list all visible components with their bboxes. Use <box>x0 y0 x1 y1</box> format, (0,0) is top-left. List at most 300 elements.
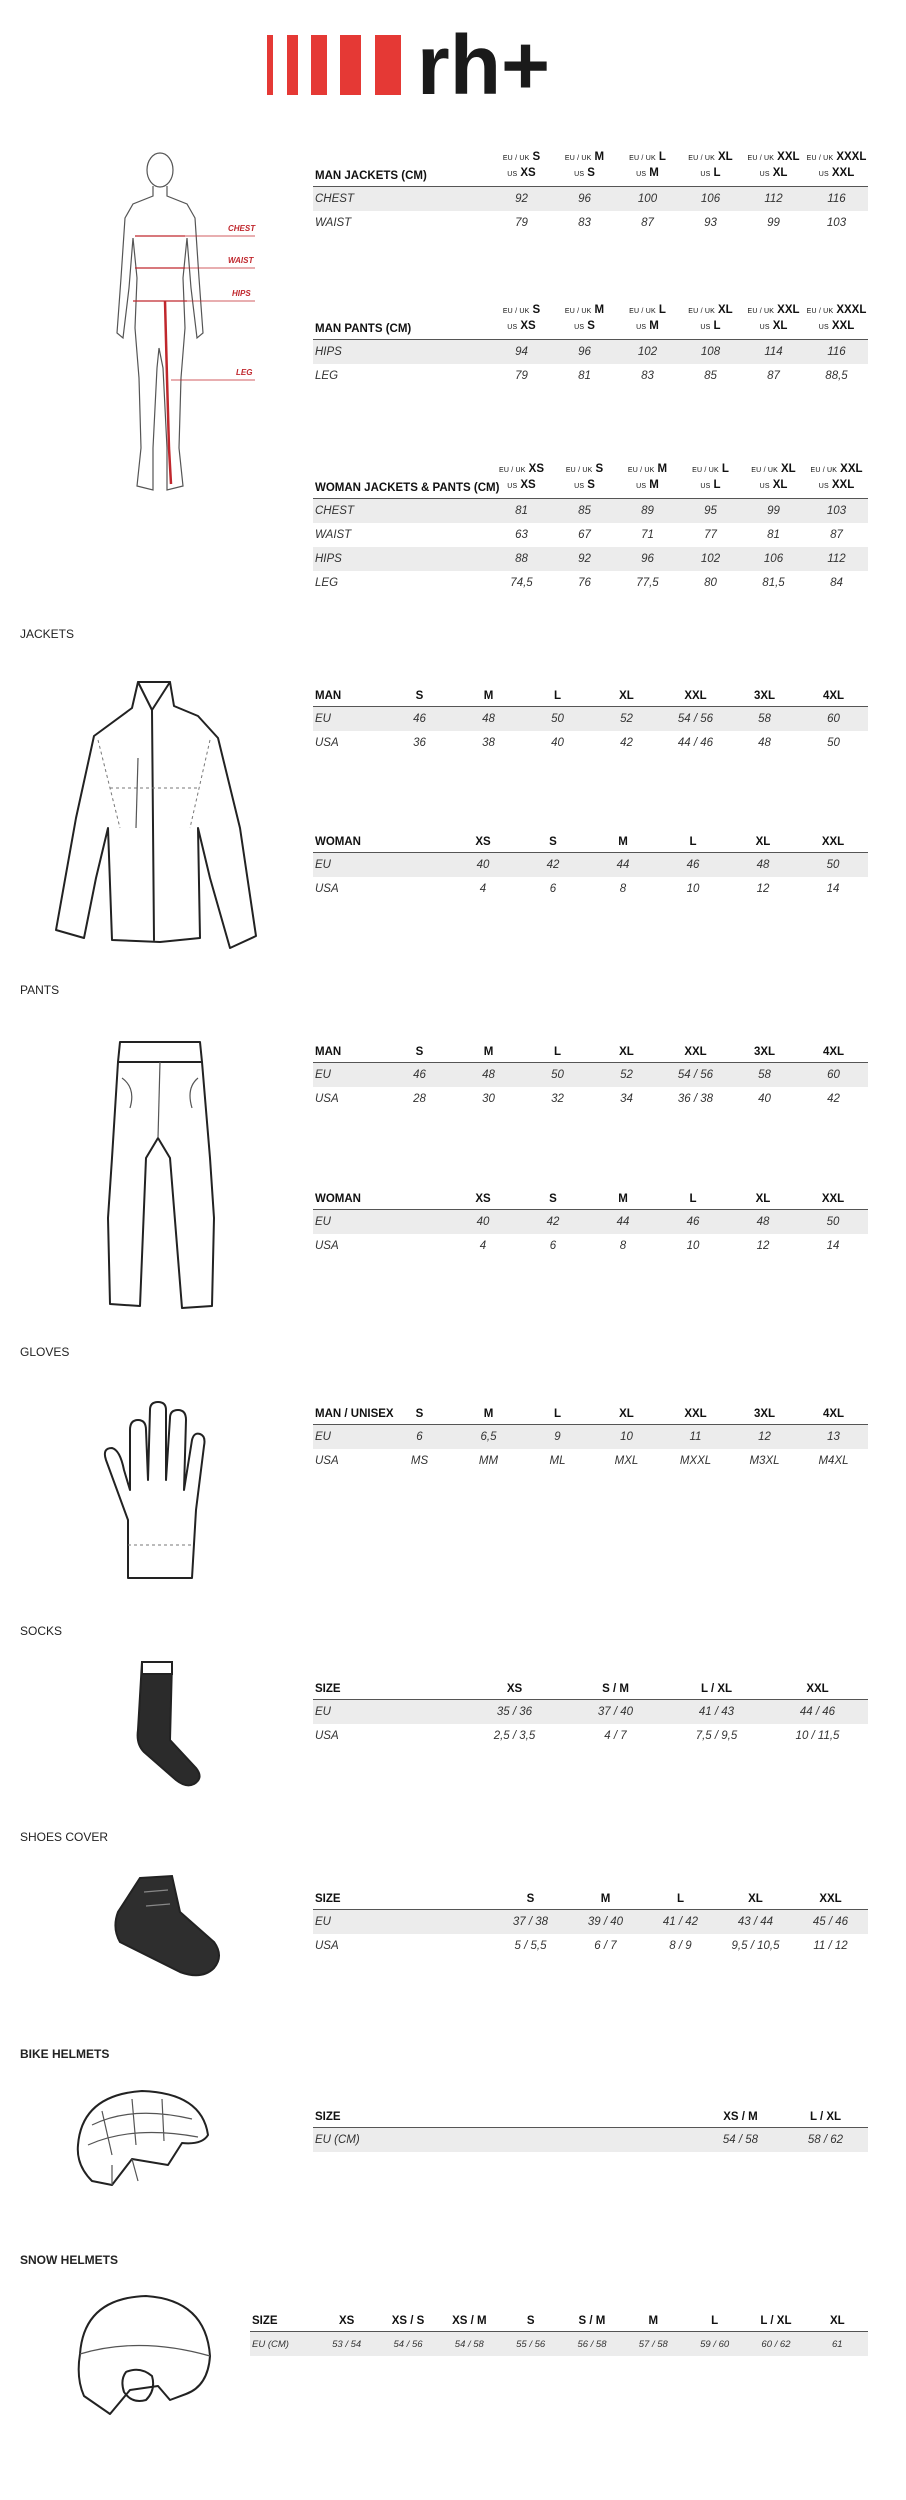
table-cell: 79 <box>515 217 528 229</box>
table-cell: 5 / 5,5 <box>514 1940 547 1952</box>
table-row <box>313 499 868 524</box>
shoes-cover-section-title: SHOES COVER <box>20 1830 109 1844</box>
size-header: EU / UK S US S <box>565 463 604 491</box>
table-cell: 4 <box>479 883 487 895</box>
table-cell: 83 <box>641 370 654 382</box>
table-cell: LEG <box>315 577 339 589</box>
table-cell: WAIST <box>315 217 352 229</box>
table-cell: 99 <box>742 499 805 524</box>
table-cell: XS <box>506 1683 523 1695</box>
table-cell: XL <box>619 690 634 702</box>
table-cell: 85 <box>553 499 616 524</box>
table-cell: 81 <box>490 499 553 524</box>
table-cell: 50 <box>798 1210 868 1235</box>
table-cell: 48 <box>454 1063 523 1088</box>
table-cell: 4 <box>479 1240 487 1252</box>
table-cell: 7,5 / 9,5 <box>695 1730 738 1742</box>
table-cell: 11 / 12 <box>813 1940 848 1952</box>
table-cell: EU (CM) <box>313 2128 698 2153</box>
table-cell: HIPS <box>313 340 490 365</box>
table-cell: EU <box>313 853 448 878</box>
table-cell: XS / S <box>391 2315 425 2327</box>
table-cell: EU <box>313 707 385 732</box>
table-cell: XL <box>755 1193 771 1205</box>
jacket-icon <box>50 678 260 953</box>
table-header-row <box>313 672 868 707</box>
table-cell: CHEST <box>313 499 490 524</box>
table-cell: 106 <box>679 187 742 212</box>
table-cell: 85 <box>704 370 717 382</box>
table-cell: EU <box>313 1210 448 1235</box>
table-cell: L / XL <box>700 1683 733 1695</box>
table-cell: 42 <box>827 1093 840 1105</box>
table-row <box>313 707 868 732</box>
table-header-row <box>313 2093 868 2128</box>
table-cell: S <box>526 1893 535 1905</box>
table-cell: 14 <box>826 1240 840 1252</box>
table-cell: 52 <box>592 1063 661 1088</box>
logo-text: rh+ <box>417 30 551 100</box>
table-cell: 50 <box>523 707 592 732</box>
table-cell: XL <box>829 2315 845 2327</box>
table-cell: 40 <box>758 1093 771 1105</box>
socks-table <box>313 1665 868 1748</box>
table-cell: 44 / 46 <box>677 737 714 749</box>
table-cell: M <box>483 1408 494 1420</box>
table-cell: 58 / 62 <box>783 2128 868 2153</box>
table-cell: 4XL <box>822 1046 845 1058</box>
table-cell: M <box>648 2315 659 2327</box>
table-cell: 81,5 <box>762 577 785 589</box>
table-cell: 58 <box>730 707 799 732</box>
table-cell: 112 <box>805 547 868 571</box>
gloves-table <box>313 1390 868 1473</box>
table-cell: MXL <box>614 1455 639 1467</box>
table-cell: 40 <box>448 853 518 878</box>
table-cell: M <box>483 1046 494 1058</box>
table-cell: M <box>618 836 628 848</box>
chest-label: CHEST <box>228 224 256 233</box>
table-header-row <box>313 1390 868 1425</box>
table-cell: 58 <box>730 1063 799 1088</box>
pants-section-title: PANTS <box>20 983 60 997</box>
table-row <box>313 1087 868 1111</box>
table-cell: M4XL <box>818 1455 849 1467</box>
table-cell: S <box>415 1046 424 1058</box>
table-cell: MAN <box>315 690 342 702</box>
table-cell: 48 <box>728 1210 798 1235</box>
snow-helmets-section-title: SNOW HELMETS <box>20 2253 118 2267</box>
pants-woman-table <box>313 1175 868 1258</box>
gloves-section-title: GLOVES <box>20 1345 70 1359</box>
table-cell: 12 <box>756 1240 770 1252</box>
table-cell: 42 <box>620 737 633 749</box>
table-cell: USA <box>315 737 339 749</box>
table-cell: 11 <box>661 1425 730 1450</box>
table-cell: 95 <box>679 499 742 524</box>
man-pants-title: MAN PANTS (CM) <box>315 323 412 335</box>
bike-helmets-table <box>313 2093 868 2152</box>
table-row <box>313 187 868 212</box>
size-header: EU / UK XL US L <box>688 304 733 332</box>
table-cell: L / XL <box>760 2315 792 2327</box>
table-cell: S <box>526 2315 535 2327</box>
table-cell: 8 / 9 <box>669 1940 692 1952</box>
table-cell: M3XL <box>749 1455 780 1467</box>
table-cell: 96 <box>616 547 679 571</box>
table-cell: 71 <box>641 529 654 541</box>
table-cell: EU <box>313 1700 464 1725</box>
table-row <box>313 1234 868 1258</box>
table-row <box>313 853 868 878</box>
size-header: EU / UK XXXL US XXL <box>806 304 867 332</box>
size-header: EU / UK L US M <box>629 151 666 179</box>
table-cell: XS <box>475 1193 491 1205</box>
table-row <box>313 547 868 571</box>
table-cell: XXL <box>684 1408 707 1420</box>
table-row <box>313 1700 868 1725</box>
size-header: EU / UK M US S <box>564 304 605 332</box>
table-cell: XL <box>619 1046 634 1058</box>
table-cell: 44 <box>588 1210 658 1235</box>
table-header-row <box>313 303 868 340</box>
jackets-man-table <box>313 672 868 755</box>
table-cell: 88 <box>490 547 553 571</box>
table-cell: 84 <box>830 577 843 589</box>
bike-helmets-section-title: BIKE HELMETS <box>20 2047 110 2061</box>
size-header: EU / UK XL US L <box>688 151 733 179</box>
body-measure-figure <box>95 148 265 508</box>
table-cell: 87 <box>641 217 654 229</box>
table-cell: 57 / 58 <box>623 2332 684 2357</box>
table-cell: 63 <box>515 529 528 541</box>
table-header-row <box>313 1665 868 1700</box>
table-cell: 36 / 38 <box>677 1093 714 1105</box>
table-cell: 54 / 56 <box>661 1063 730 1088</box>
table-cell: 92 <box>553 547 616 571</box>
table-cell: 102 <box>679 547 742 571</box>
table-cell: 42 <box>518 1210 588 1235</box>
man-pants-table <box>313 303 868 388</box>
table-cell: 8 <box>619 883 627 895</box>
table-row <box>313 1934 868 1958</box>
table-row <box>313 1425 868 1450</box>
table-cell: USA <box>315 1455 339 1467</box>
table-cell: SIZE <box>315 1893 341 1905</box>
waist-label: WAIST <box>228 256 254 265</box>
table-row <box>313 523 868 547</box>
table-cell: 39 / 40 <box>568 1910 643 1935</box>
table-cell: 9 <box>523 1425 592 1450</box>
table-header-row <box>313 1175 868 1210</box>
table-cell: L <box>676 1893 685 1905</box>
table-cell: EU <box>313 1910 493 1935</box>
table-cell: 106 <box>742 547 805 571</box>
table-cell: SIZE <box>252 2315 278 2327</box>
table-cell: XL <box>748 1893 763 1905</box>
table-row <box>313 1724 868 1748</box>
table-cell: 10 <box>686 1240 700 1252</box>
brand-logo <box>265 30 610 100</box>
table-cell: 8 <box>619 1240 627 1252</box>
table-cell: 10 / 11,5 <box>795 1730 840 1742</box>
size-header: EU / UK XXXL US XXL <box>806 151 867 179</box>
table-cell: MXXL <box>679 1455 712 1467</box>
table-cell: 43 / 44 <box>718 1910 793 1935</box>
table-cell: 35 / 36 <box>464 1700 565 1725</box>
table-cell: S <box>549 1193 557 1205</box>
table-row <box>313 1910 868 1935</box>
table-cell: 77 <box>704 529 717 541</box>
size-header: EU / UK XXL US XXL <box>810 463 863 491</box>
size-header: EU / UK XXL US XL <box>747 304 800 332</box>
table-cell: 60 <box>799 1063 868 1088</box>
table-cell: 10 <box>686 883 700 895</box>
table-header-row <box>313 462 868 499</box>
table-cell: 40 <box>551 737 564 749</box>
table-header-row <box>250 2297 868 2332</box>
table-cell: XS <box>475 836 491 848</box>
table-cell: 44 / 46 <box>767 1700 868 1725</box>
table-row <box>313 1210 868 1235</box>
table-cell: 6,5 <box>454 1425 523 1450</box>
table-row <box>313 877 868 901</box>
table-cell: 80 <box>704 577 717 589</box>
table-cell: 50 <box>798 853 868 878</box>
table-cell: 32 <box>551 1093 564 1105</box>
bike-helmet-icon <box>72 2085 212 2195</box>
table-header-row <box>313 1875 868 1910</box>
table-cell: 10 <box>592 1425 661 1450</box>
table-cell: L <box>689 1193 697 1205</box>
shoe-cover-icon <box>110 1872 225 1982</box>
jackets-woman-table <box>313 818 868 901</box>
table-header-row <box>313 150 868 187</box>
table-row <box>313 211 868 235</box>
table-cell: 36 <box>413 737 426 749</box>
table-cell: 89 <box>616 499 679 524</box>
table-cell: SIZE <box>315 2111 341 2123</box>
table-cell: 14 <box>826 883 840 895</box>
table-cell: XS / M <box>452 2315 487 2327</box>
table-cell: 83 <box>578 217 591 229</box>
table-cell: 46 <box>658 853 728 878</box>
table-cell: 96 <box>553 340 616 365</box>
size-header: EU / UK L US L <box>692 463 729 491</box>
table-cell: SIZE <box>315 1683 341 1695</box>
size-header: EU / UK M US S <box>564 151 605 179</box>
table-cell: 41 / 43 <box>666 1700 767 1725</box>
table-cell: 45 / 46 <box>793 1910 868 1935</box>
table-cell: S / M <box>578 2315 606 2327</box>
table-cell: XL <box>619 1408 634 1420</box>
table-cell: 3XL <box>753 1046 776 1058</box>
table-cell: XXL <box>806 1683 829 1695</box>
table-cell: 3XL <box>753 1408 776 1420</box>
table-cell: 37 / 40 <box>565 1700 666 1725</box>
table-cell: S <box>415 690 424 702</box>
table-row <box>313 340 868 365</box>
size-header: EU / UK S US XS <box>502 304 541 332</box>
table-cell: 92 <box>490 187 553 212</box>
table-cell: EU (CM) <box>250 2332 316 2357</box>
table-cell: 6 / 7 <box>594 1940 617 1952</box>
table-cell: M <box>483 690 494 702</box>
table-cell: MAN / UNISEX <box>315 1408 394 1420</box>
pants-man-table <box>313 1028 868 1111</box>
table-header-row <box>313 818 868 853</box>
size-header: EU / UK M US M <box>627 463 668 491</box>
table-cell: S <box>549 836 557 848</box>
table-cell: L <box>553 690 562 702</box>
table-cell: 4XL <box>822 690 845 702</box>
table-cell: L <box>689 836 697 848</box>
table-cell: MAN <box>315 1046 342 1058</box>
table-cell: 50 <box>827 737 840 749</box>
table-cell: 46 <box>385 707 454 732</box>
table-row <box>313 731 868 755</box>
table-cell: 34 <box>620 1093 633 1105</box>
table-cell: L <box>553 1046 562 1058</box>
table-cell: 79 <box>515 370 528 382</box>
man-jackets-title: MAN JACKETS (CM) <box>315 170 427 182</box>
table-cell: 50 <box>523 1063 592 1088</box>
table-cell: L <box>553 1408 562 1420</box>
size-header: EU / UK S US XS <box>502 151 541 179</box>
table-cell: 96 <box>553 187 616 212</box>
table-cell: EU <box>313 1063 385 1088</box>
table-cell: 6 <box>385 1425 454 1450</box>
table-cell: WOMAN <box>315 1193 361 1205</box>
table-cell: XXL <box>821 1193 845 1205</box>
table-cell: M <box>618 1193 628 1205</box>
table-cell: MM <box>478 1455 499 1467</box>
table-cell: 4 / 7 <box>604 1730 627 1742</box>
table-cell: 114 <box>742 340 805 365</box>
table-cell: 100 <box>616 187 679 212</box>
table-cell: 108 <box>679 340 742 365</box>
table-cell: XXL <box>684 690 707 702</box>
table-cell: WAIST <box>315 529 352 541</box>
sock-icon <box>130 1660 210 1790</box>
table-cell: 67 <box>578 529 591 541</box>
table-cell: 61 <box>807 2332 868 2357</box>
table-cell: 28 <box>413 1093 426 1105</box>
size-header: EU / UK XL US XL <box>751 463 796 491</box>
table-cell: 13 <box>799 1425 868 1450</box>
table-cell: 6 <box>549 883 557 895</box>
table-cell: XL <box>755 836 771 848</box>
leg-label: LEG <box>236 368 253 377</box>
size-header: EU / UK XS US XS <box>498 463 545 491</box>
woman-jp-title: WOMAN JACKETS & PANTS (CM) <box>315 482 500 494</box>
size-header: EU / UK XXL US XL <box>747 151 800 179</box>
table-cell: 56 / 58 <box>561 2332 622 2357</box>
table-cell: XS / M <box>723 2111 758 2123</box>
table-cell: 93 <box>704 217 717 229</box>
table-row <box>313 571 868 595</box>
table-cell: XXL <box>819 1893 842 1905</box>
jackets-section-title: JACKETS <box>20 627 75 641</box>
table-header-row <box>313 1028 868 1063</box>
table-cell: 3XL <box>753 690 776 702</box>
table-cell: 37 / 38 <box>493 1910 568 1935</box>
table-cell: XXL <box>821 836 845 848</box>
table-cell: 6 <box>549 1240 557 1252</box>
table-cell: LEG <box>315 370 339 382</box>
table-cell: 46 <box>385 1063 454 1088</box>
table-cell: 88,5 <box>825 370 848 382</box>
table-cell: 52 <box>592 707 661 732</box>
table-cell: 59 / 60 <box>684 2332 745 2357</box>
size-header: EU / UK L US M <box>629 304 666 332</box>
table-cell: 55 / 56 <box>500 2332 561 2357</box>
hips-label: HIPS <box>232 289 251 298</box>
table-cell: 76 <box>578 577 591 589</box>
table-cell: 54 / 56 <box>377 2332 438 2357</box>
table-cell: 54 / 58 <box>698 2128 783 2153</box>
shoes-cover-table <box>313 1875 868 1958</box>
man-jackets-table <box>313 150 868 235</box>
woman-jackets-pants-table <box>313 462 868 595</box>
table-cell: 81 <box>767 529 780 541</box>
table-cell: USA <box>315 1730 339 1742</box>
table-cell: 94 <box>490 340 553 365</box>
table-cell: 44 <box>588 853 658 878</box>
table-cell: 12 <box>756 883 770 895</box>
table-cell: 41 / 42 <box>643 1910 718 1935</box>
table-cell: 99 <box>767 217 780 229</box>
table-cell: 48 <box>758 737 771 749</box>
table-cell: EU <box>313 1425 385 1450</box>
table-cell: 103 <box>826 217 847 229</box>
table-cell: USA <box>315 883 339 895</box>
table-cell: WOMAN <box>315 836 361 848</box>
table-cell: 53 / 54 <box>316 2332 377 2357</box>
table-cell: M <box>600 1893 611 1905</box>
table-cell: 87 <box>767 370 780 382</box>
table-cell: XS <box>338 2315 355 2327</box>
table-row <box>313 2128 868 2153</box>
table-row <box>250 2332 868 2357</box>
table-cell: 42 <box>518 853 588 878</box>
table-row <box>313 1449 868 1473</box>
table-cell: 60 <box>799 707 868 732</box>
table-cell: 81 <box>578 370 591 382</box>
table-cell: 38 <box>482 737 495 749</box>
table-cell: ML <box>549 1455 566 1467</box>
table-cell: 48 <box>454 707 523 732</box>
table-cell: 54 / 56 <box>661 707 730 732</box>
snow-helmet-icon <box>70 2290 215 2420</box>
table-cell: L / XL <box>809 2111 842 2123</box>
table-cell: 54 / 58 <box>439 2332 500 2357</box>
table-row <box>313 1063 868 1088</box>
table-row <box>313 364 868 388</box>
table-cell: MS <box>410 1455 429 1467</box>
table-cell: USA <box>315 1940 339 1952</box>
table-cell: 60 / 62 <box>745 2332 806 2357</box>
table-cell: XXL <box>684 1046 707 1058</box>
table-cell: USA <box>315 1093 339 1105</box>
table-cell: S / M <box>602 1683 629 1695</box>
socks-section-title: SOCKS <box>20 1624 63 1638</box>
table-cell: 4XL <box>822 1408 845 1420</box>
table-cell: USA <box>315 1240 339 1252</box>
table-cell: 48 <box>728 853 798 878</box>
table-cell: 103 <box>805 499 868 524</box>
table-cell: CHEST <box>313 187 490 212</box>
